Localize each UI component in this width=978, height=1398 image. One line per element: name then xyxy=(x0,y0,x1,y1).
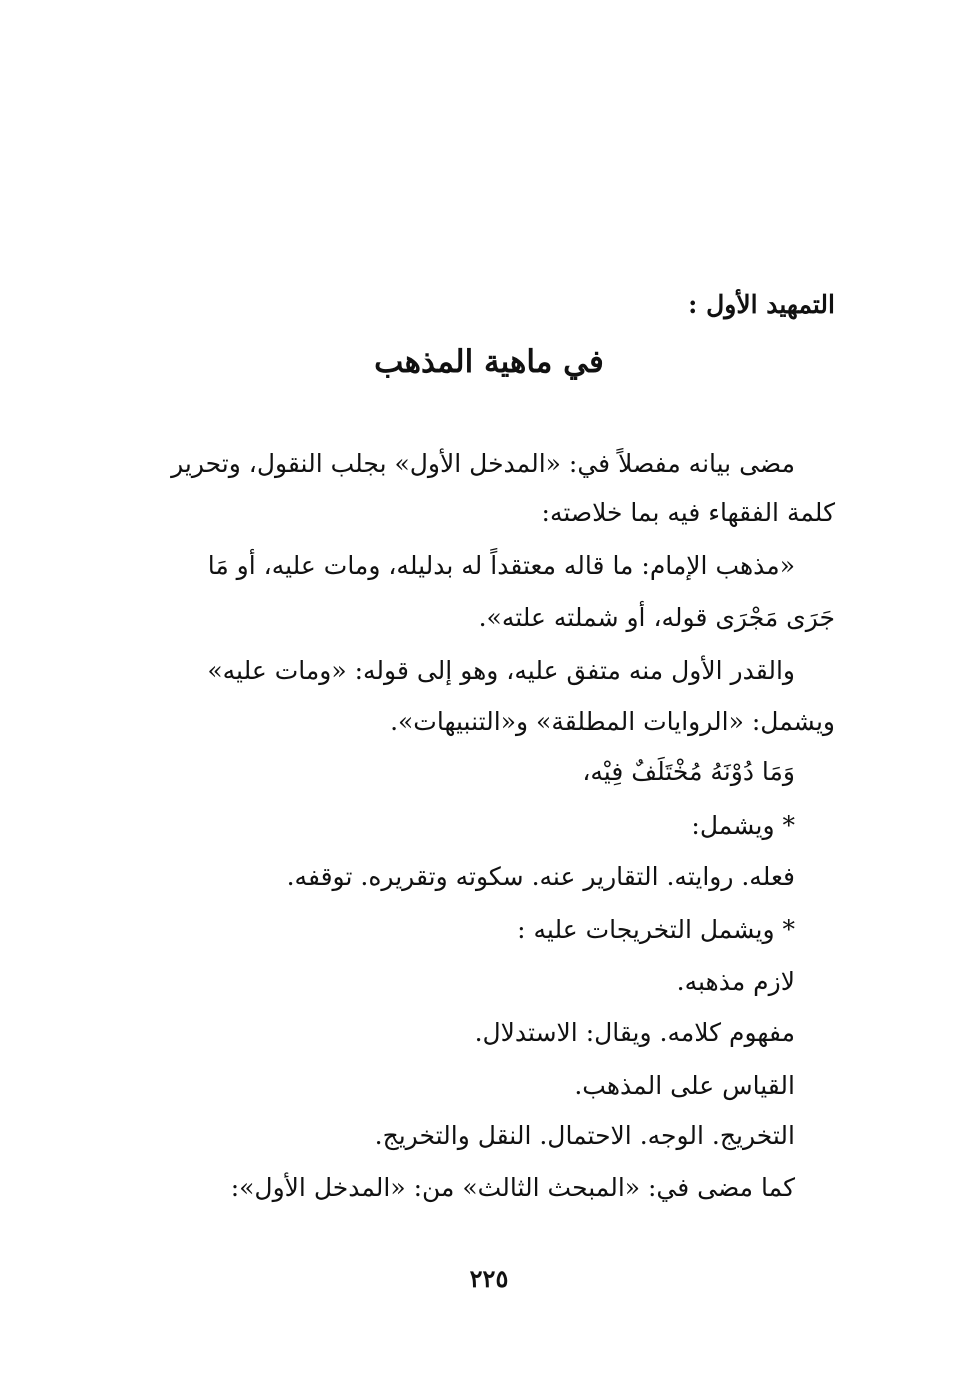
list-item: لازم مذهبه. xyxy=(676,967,795,996)
list-item: القياس على المذهب. xyxy=(574,1071,795,1100)
list-item: التخريج. الوجه. الاحتمال. النقل والتخريج. xyxy=(374,1121,795,1150)
paragraph-line: كما مضى في: «المبحث الثالث» من: «المدخل الأول»: xyxy=(230,1173,795,1202)
paragraph-line: مضى بيانه مفصلاً في: «المدخل الأول» بجلب النقول، وتحرير xyxy=(171,449,795,478)
paragraph-line: والقدر الأول منه متفق عليه، وهو إلى قوله: «ومات عليه» xyxy=(207,656,795,685)
list-item: مفهوم كلامه. ويقال: الاستدلال. xyxy=(474,1018,795,1047)
page-number: ٢٢٥ xyxy=(469,1264,509,1293)
paragraph-line: ويشمل: «الروايات المطلقة» و«التنبيهات». xyxy=(390,707,835,736)
section-label: التمهيد الأول : xyxy=(688,290,835,319)
bullet-heading: * ويشمل: xyxy=(691,811,795,840)
quran-line: وَمَا دُوْنَهُ مُخْتَلَفٌ فِيْه، xyxy=(582,757,795,786)
bullet-heading: * ويشمل التخريجات عليه : xyxy=(517,915,795,944)
list-item: فعله. روايته. التقارير عنه. سكوته وتقريره. توقفه. xyxy=(286,862,795,891)
quote-line: «مذهب الإمام: ما قاله معتقداً له بدليله، ومات عليه، أو مَا xyxy=(207,551,795,580)
quote-line: جَرَى مَجْرَى قوله، أو شملته علته». xyxy=(478,603,835,632)
section-title: في ماهية المذهب xyxy=(374,344,604,380)
paragraph-line: كلمة الفقهاء فيه بما خلاصته: xyxy=(541,498,835,527)
